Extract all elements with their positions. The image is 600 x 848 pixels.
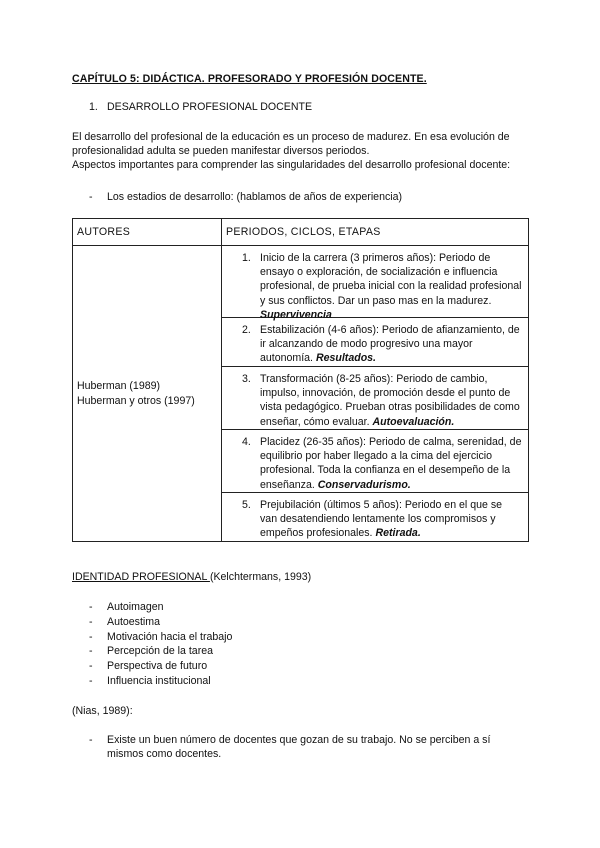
nias-bullet-text: Existe un buen número de docentes que gozan de su trabajo. No se perciben a sí mismos como docentes. xyxy=(107,734,491,761)
period-text: Estabilización (4-6 años): Periodo de afianzamiento, de ir alcanzando de modo progresivo una mayor autonomía. xyxy=(260,324,520,365)
identity-list xyxy=(89,600,232,689)
dash-bullet: - xyxy=(89,601,93,613)
period-cell-2 xyxy=(222,318,529,367)
period-number: 4. xyxy=(242,436,251,448)
period-keyword: Retirada. xyxy=(375,527,421,540)
period-number: 2. xyxy=(242,324,251,336)
period-keyword: Resultados. xyxy=(315,352,376,365)
identity-heading-text: IDENTIDAD PROFESIONAL xyxy=(72,571,210,583)
list-item xyxy=(89,630,232,645)
period-keyword: Conservadurismo. xyxy=(317,478,411,491)
period-text: Prejubilación (últimos 5 años): Periodo en el que se van desatendiendo lentamente los compromisos y empeños profesionales. xyxy=(260,499,503,540)
list-item-text: Autoestima xyxy=(107,615,160,628)
section-heading-text: DESARROLLO PROFESIONAL DOCENTE xyxy=(107,101,313,113)
chapter-title: CAPÍTULO 5: DIDÁCTICA. PROFESORADO Y PROFESIÓN DOCENTE. xyxy=(72,73,427,85)
header-authors: AUTORES xyxy=(73,219,222,246)
table-row xyxy=(73,246,529,318)
list-item xyxy=(89,674,232,689)
period-number: 5. xyxy=(242,499,251,511)
intro-paragraph-2: Aspectos importantes para comprender las singularidades del desarrollo profesional docente: xyxy=(72,159,511,172)
dash-bullet: - xyxy=(89,660,93,673)
list-item-text: Perspectiva de futuro xyxy=(107,660,208,673)
nias-citation: (Nias, 1989): xyxy=(72,705,133,717)
list-item-text: Autoimagen xyxy=(107,601,164,613)
intro-text xyxy=(72,130,542,173)
list-item xyxy=(89,644,232,659)
stages-table xyxy=(72,218,529,542)
author-line-1: Huberman (1989) xyxy=(77,380,161,393)
dash-bullet: - xyxy=(89,615,93,628)
section-number: 1. xyxy=(89,101,98,113)
period-text: Inicio de la carrera (3 primeros años): Periodo de ensayo o exploración, de socialización e influencia profesional, de prueba inicial con la realidad profesional y sus conflictos. Dar un paso mas en la madurez. xyxy=(260,252,522,307)
section-heading-1 xyxy=(89,100,312,114)
nias-bullet xyxy=(89,733,529,761)
period-cell-4 xyxy=(222,430,529,493)
list-item xyxy=(89,600,232,615)
table-header-row xyxy=(73,219,529,246)
list-item-text: Influencia institucional xyxy=(107,674,211,687)
dash-bullet: - xyxy=(89,645,93,658)
period-keyword: Supervivencia xyxy=(260,308,332,321)
dash-bullet: - xyxy=(89,191,93,203)
period-keyword: Autoevaluación. xyxy=(372,415,455,428)
period-number: 1. xyxy=(242,252,251,264)
section-heading-identity xyxy=(72,570,311,584)
list-item-text: Motivación hacia el trabajo xyxy=(107,630,233,643)
authors-cell xyxy=(73,246,222,542)
period-cell-5 xyxy=(222,493,529,542)
period-text: Placidez (26-35 años): Periodo de calma, serenidad, de equilibrio por haber llegado a la cima del ejercicio profesional. Toda la confianza en el desempeño de la enseñanza. xyxy=(260,436,522,491)
list-item-text: Percepción de la tarea xyxy=(107,645,214,658)
stages-bullet-text: Los estadios de desarrollo: (hablamos de años de experiencia) xyxy=(107,191,403,203)
stages-bullet xyxy=(89,190,402,204)
period-cell-1 xyxy=(222,246,529,321)
identity-citation: (Kelchtermans, 1993) xyxy=(209,571,312,583)
list-item xyxy=(89,659,232,674)
dash-bullet: - xyxy=(89,674,93,687)
intro-paragraph-1: El desarrollo del profesional de la educación es un proceso de madurez. En esa evolución de profesionalidad adulta se pueden manifestar diversos periodos. xyxy=(72,131,510,158)
list-item xyxy=(89,615,232,630)
period-number: 3. xyxy=(242,373,251,385)
author-line-2: Huberman y otros (1997) xyxy=(77,394,195,407)
period-cell-3 xyxy=(222,367,529,430)
header-periods: PERIODOS, CICLOS, ETAPAS xyxy=(222,219,529,246)
period-text: Transformación (8-25 años): Periodo de cambio, impulso, innovación, de promoción desde el punto de vista pedagógico. Prueban otras posibilidades de como enseñar, cómo evaluar. xyxy=(260,373,520,428)
dash-bullet: - xyxy=(89,734,93,746)
dash-bullet: - xyxy=(89,630,93,643)
